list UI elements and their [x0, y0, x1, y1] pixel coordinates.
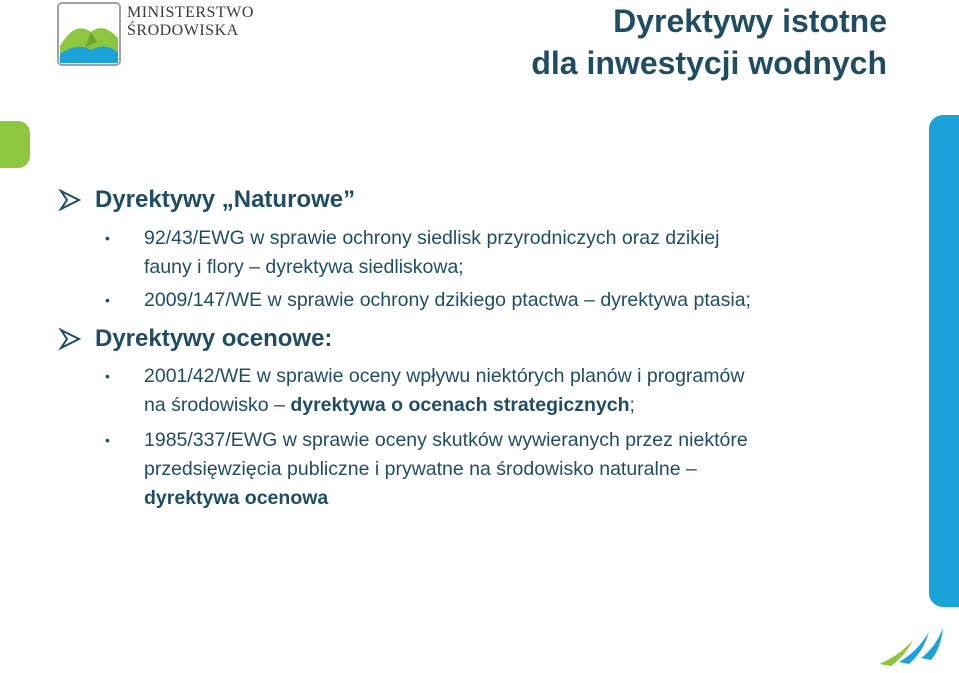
section-heading-text: Dyrektywy „Naturowe”: [95, 186, 356, 213]
title-line2: dla inwestycji wodnych: [531, 45, 887, 81]
list-item-line: [144, 391, 901, 420]
list-item-text: ;: [629, 394, 635, 416]
list-item-line: fauny i flory – dyrektywa siedliskowa;: [144, 256, 464, 278]
list-item-bold-text: dyrektywa o ocenach strategicznych: [290, 394, 630, 416]
bullet-dot-icon: •: [105, 292, 110, 308]
list-item-bold-line: dyrektywa ocenowa: [144, 487, 329, 509]
list-item-line: 2009/147/WE w sprawie ochrony dzikiego ptactwa – dyrektywa ptasia;: [144, 289, 751, 311]
list-item: [105, 224, 901, 282]
section-heading-text: Dyrektywy ocenowe:: [95, 325, 333, 352]
list-item-text: na środowisko –: [144, 394, 291, 416]
bullet-dot-icon: •: [105, 432, 110, 448]
green-side-tab: [0, 121, 30, 168]
title-line1: Dyrektywy istotne: [613, 3, 887, 39]
section-heading-ocenowe: [57, 325, 332, 353]
list-item: [105, 362, 901, 420]
ministry-emblem-icon: [57, 2, 121, 66]
blue-side-bar: [929, 115, 959, 607]
ministry-logo: [57, 2, 257, 70]
list-item: [105, 286, 901, 315]
arrow-bullet-icon: [57, 189, 87, 211]
bullet-dot-icon: •: [105, 230, 110, 246]
logo-text-line2: ŚRODOWISKA: [127, 22, 239, 39]
bullet-dot-icon: •: [105, 368, 110, 384]
wave-logo-icon: [877, 622, 947, 673]
section-heading-naturowe: [57, 186, 355, 214]
list-item-line: 1985/337/EWG w sprawie oceny skutków wywieranych przez niektóre: [144, 429, 748, 451]
page-title: [531, 0, 887, 84]
list-item-line: 2001/42/WE w sprawie oceny wpływu niektórych planów i programów: [144, 365, 745, 387]
arrow-bullet-icon: [57, 328, 87, 350]
logo-text-line1: MINISTERSTWO: [127, 4, 254, 21]
list-item: [105, 426, 901, 513]
list-item-line: przedsięwzięcia publiczne i prywatne na środowisko naturalne –: [144, 458, 697, 480]
list-item-line: 92/43/EWG w sprawie ochrony siedlisk przyrodniczych oraz dzikiej: [144, 227, 720, 249]
